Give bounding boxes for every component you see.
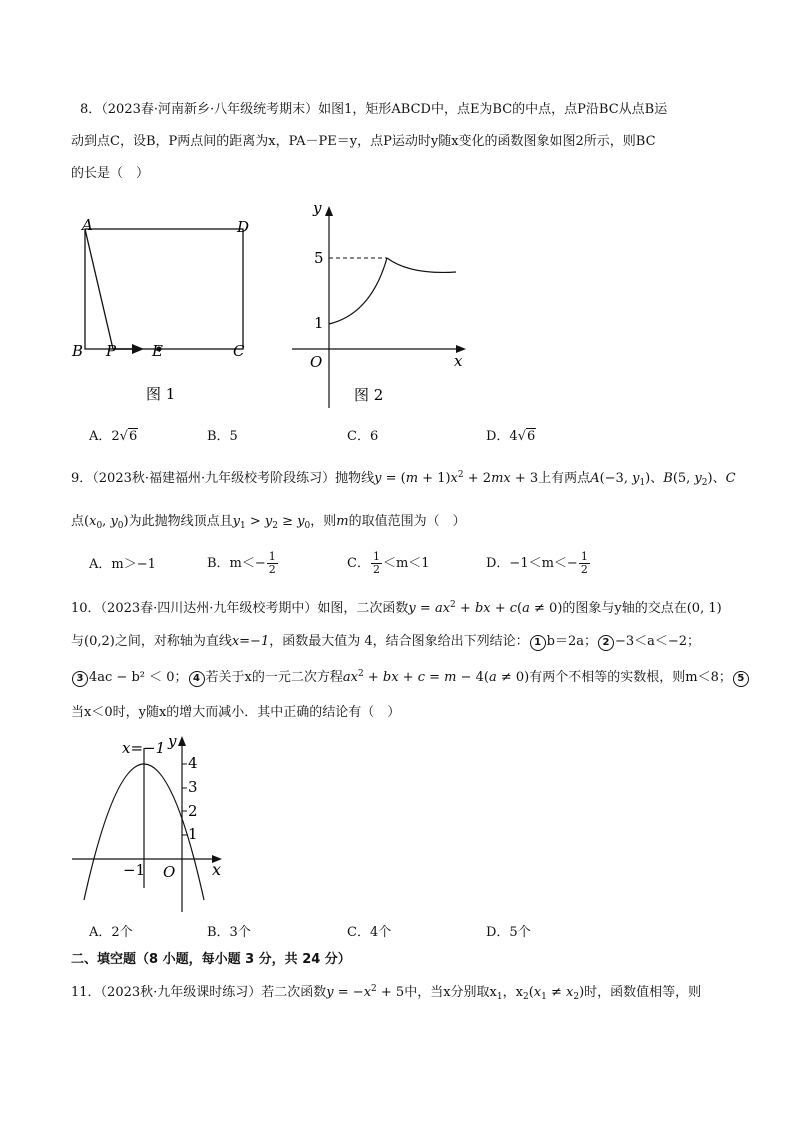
label-x: x <box>212 860 222 879</box>
circled-1-icon: 1 <box>530 635 546 651</box>
label-1: 1 <box>314 314 324 332</box>
section-heading: 二、填空题（8 小题，每小题 3 分，共 24 分） <box>71 952 351 967</box>
q10-option-d: D．5个 <box>486 925 531 940</box>
label-4: 4 <box>188 754 198 772</box>
circled-4-icon: 4 <box>189 671 205 687</box>
q10-line-3: 3 4ac − b² ＜ 0； 4 若关于x的一元二次方程$ax^2$ + bx + c = m − 4(a ≠ 0)有两个不相等的实数根，则m＜8； 5 <box>71 669 750 687</box>
q10-line-2: 与(0,2)之间，对称轴为直线x=−1，函数最大值为 4，结合图象给出下列结论： 1 b＝2a； 2 −3＜a＜−2； <box>71 634 701 649</box>
q11-line-1: 11．（2023秋·九年级课时练习）若二次函数$y = -x^2 + 5$中，当x分别取$x_1$，$x_2(x_1 \ne x_2)$时，函数值相等，则 <box>71 984 702 1002</box>
curve-falling <box>387 258 456 272</box>
q10-option-c: C．4个 <box>347 925 392 940</box>
q8-option-b: B．5 <box>207 429 238 444</box>
label-5: 5 <box>314 249 324 267</box>
q9-option-c: C． $\frac{1}{2}$ ＜m＜1 <box>347 550 430 576</box>
q8-option-a: A．2√6 <box>89 429 138 444</box>
label-neg1: −1 <box>123 861 146 879</box>
q9-option-b: B．m＜− $\frac{1}{2}$ <box>207 550 276 576</box>
q9-option-a: A．m＞−1 <box>89 557 156 572</box>
label-3: 3 <box>188 778 198 796</box>
q10-line-4: 当x＜0时，y随x的增大而减小．其中正确的结论有（ ） <box>71 705 401 720</box>
caption-fig-1: 图 1 <box>146 385 176 403</box>
q8-option-c: C．6 <box>347 429 379 444</box>
label-origin: O <box>310 353 323 371</box>
label-e: E <box>152 342 163 360</box>
q8-line-1: 8．（2023春·河南新乡·八年级统考期末）如图1，矩形ABCD中，点E为BC的中点，点P沿BC从点B运 <box>80 102 668 117</box>
label-2: 2 <box>188 802 198 820</box>
q10-graph <box>66 726 246 916</box>
q8-figure-1 <box>66 210 266 410</box>
q8-line-2: 动到点C，设B，P两点间的距离为x，PA－PE＝y，点P运动时y随x变化的函数图象如图2所示，则BC <box>71 134 656 149</box>
circled-3-icon: 3 <box>72 671 88 687</box>
q8-line-3: 的长是（ ） <box>71 166 150 181</box>
label-d: D <box>237 218 250 236</box>
q8-figure-2 <box>286 196 486 410</box>
curve-rising <box>329 258 387 324</box>
y-axis-arrow-icon <box>178 736 186 746</box>
q9-line-1: 9．（2023秋·福建福州·九年级校考阶段练习）抛物线$y = (m + 1)x^2 + 2mx + 3$上有两点A(−3, $y_1$)、B(5, $y_2$)、C <box>71 470 736 488</box>
label-origin: O <box>163 863 176 881</box>
y-axis-arrow-icon <box>325 206 333 216</box>
circled-5-icon: 5 <box>733 671 749 687</box>
label-y: y <box>313 199 322 217</box>
label-p: P <box>106 342 117 360</box>
circled-2-icon: 2 <box>598 635 614 651</box>
label-b: B <box>72 342 84 360</box>
caption-fig-2: 图 2 <box>354 386 384 404</box>
q10-option-b: B．3个 <box>207 925 251 940</box>
q9-line-2: 点($x_0$, $y_0$)为此抛物线顶点且$y_1 > y_2 \ge y_0$，则m的取值范围为（ ） <box>71 514 466 531</box>
label-a: A <box>82 216 93 234</box>
arrow-head-icon <box>132 344 144 354</box>
label-x: x <box>454 352 463 370</box>
label-y: y <box>168 732 177 750</box>
q9-option-d: D．−1＜m＜− $\frac{1}{2}$ <box>486 550 588 576</box>
q10-line-1: 10．（2023春·四川达州·九年级校考期中）如图，二次函数$y = ax^2$ + bx + c(a ≠ 0)的图象与y轴的交点在(0, 1) <box>71 600 722 616</box>
label-c: C <box>233 342 245 360</box>
segment-ap <box>85 229 113 349</box>
symmetry-axis-label: x=−1 <box>122 739 166 757</box>
q8-option-d: D．4√6 <box>486 429 536 444</box>
label-1: 1 <box>188 825 198 843</box>
q10-option-a: A．2个 <box>89 925 133 940</box>
